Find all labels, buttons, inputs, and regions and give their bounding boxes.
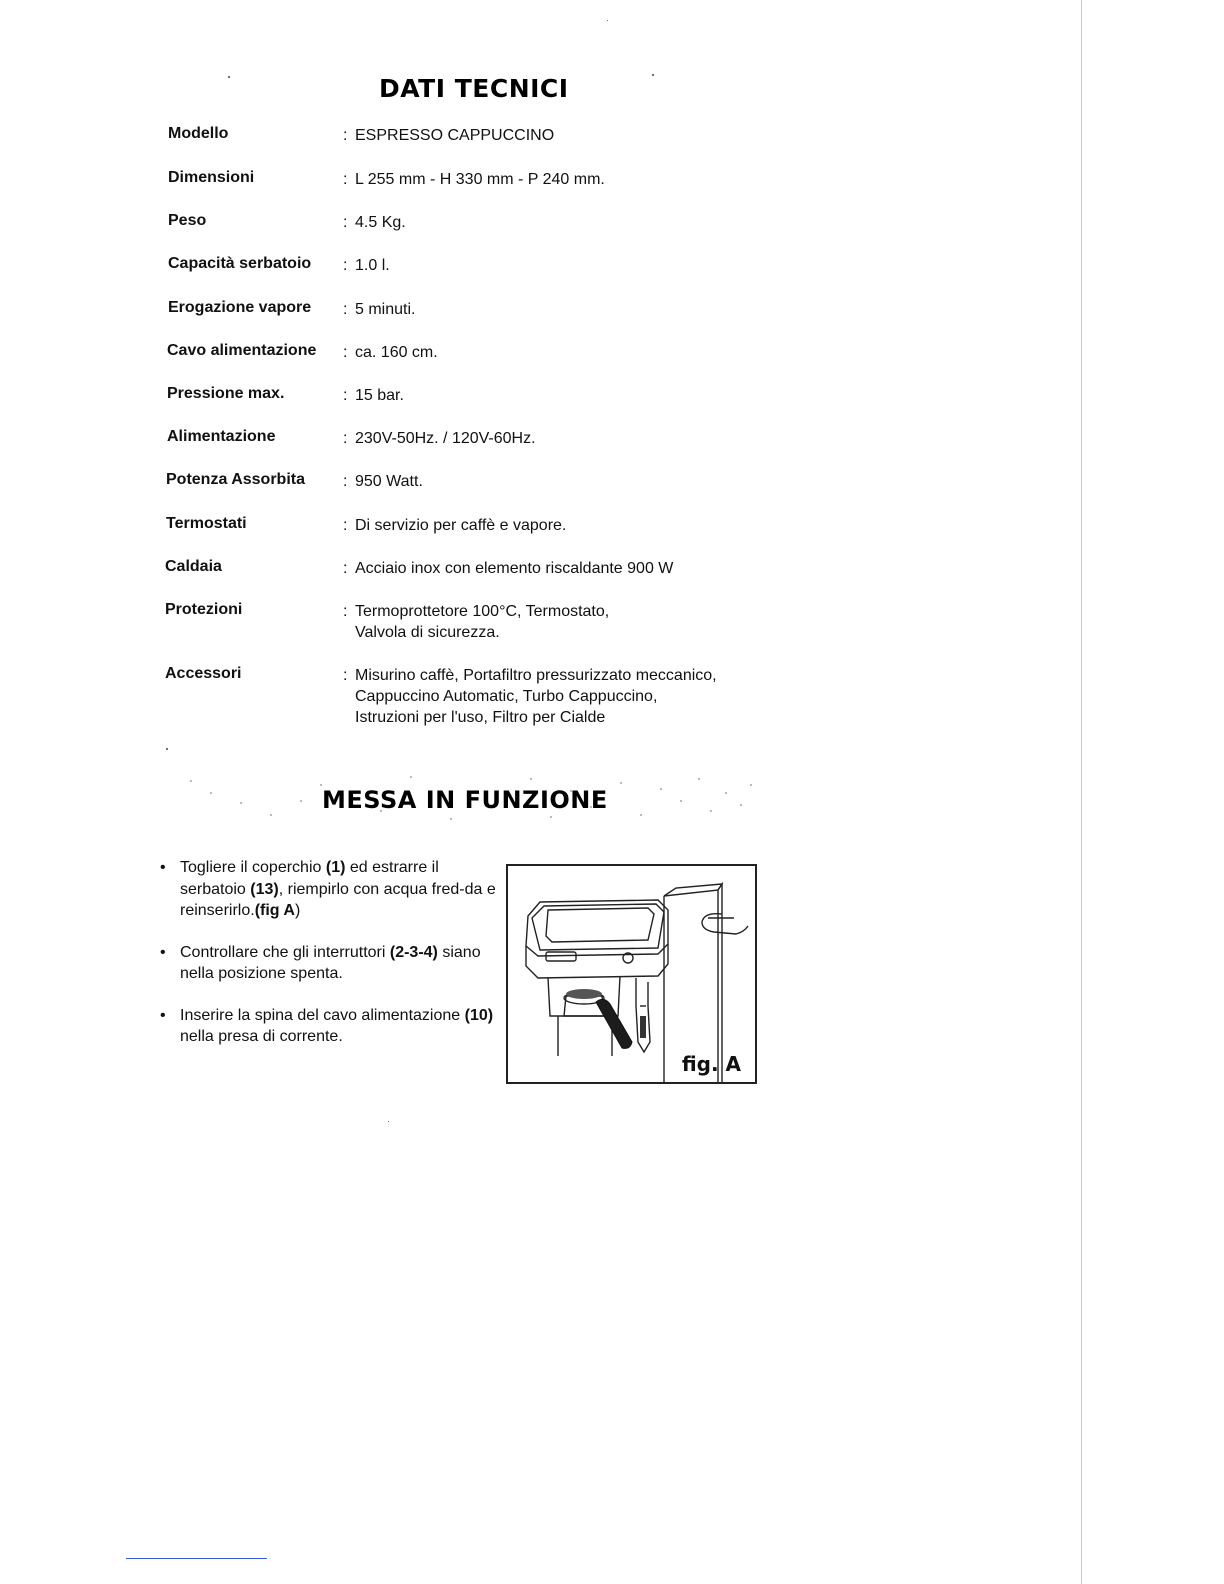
spec-value (343, 169, 605, 190)
instruction-item (160, 942, 500, 985)
spec-value-continuation: Valvola di sicurezza. (355, 624, 500, 641)
shading-dot (210, 792, 212, 794)
instruction-text: nella presa di corrente. (180, 1028, 343, 1045)
spec-value (343, 515, 566, 536)
spec-colon: : (343, 473, 348, 490)
figure-label: fig. A (681, 1052, 741, 1076)
shading-dot (620, 782, 622, 784)
footer-underline (126, 1558, 267, 1559)
spec-label: Termostati (166, 515, 247, 532)
shading-dot (725, 792, 727, 794)
spec-colon: : (343, 603, 348, 620)
spec-colon: : (343, 667, 348, 684)
instruction-text: ed estrarre il serbatoio (180, 859, 439, 898)
spec-value-continuation: Istruzioni per l'uso, Filtro per Cialde (355, 709, 606, 726)
spec-value (343, 255, 390, 276)
bullet-icon: • (160, 859, 166, 876)
spec-colon: : (343, 301, 348, 318)
spec-value (343, 299, 415, 320)
instruction-item (160, 857, 500, 922)
shading-dot (190, 780, 192, 782)
spec-label: Peso (168, 212, 207, 229)
spec-value-continuation: Cappuccino Automatic, Turbo Cappuccino, (355, 688, 658, 705)
instruction-text: Controllare che gli interruttori (180, 943, 390, 961)
instruction-ref: (13) (250, 880, 279, 898)
instruction-ref: (fig A (254, 902, 295, 919)
spec-value (343, 428, 536, 449)
spec-label: Alimentazione (167, 428, 276, 445)
spec-colon: : (343, 127, 348, 144)
spec-colon: : (343, 517, 348, 534)
instruction-ref: (1) (325, 859, 346, 876)
instruction-ref: (2-3-4) (389, 943, 438, 961)
section-title-messa-in-funzione: MESSA IN FUNZIONE (322, 786, 608, 814)
scan-speck (388, 1121, 389, 1122)
spec-colon: : (343, 257, 348, 274)
spec-value-text: 4.5 Kg. (355, 214, 406, 231)
spec-value-text: 1.0 l. (355, 257, 390, 274)
shading-dot (530, 778, 532, 780)
shading-dot (450, 818, 452, 820)
espresso-machine-illustration (508, 866, 755, 1082)
instruction-ref: (10) (464, 1006, 494, 1024)
spec-label: Caldaia (165, 558, 222, 575)
scan-speck (652, 74, 654, 76)
shading-dot (710, 810, 712, 812)
shading-dot (550, 816, 552, 818)
spec-label: Protezioni (165, 601, 243, 618)
spec-label: Erogazione vapore (168, 299, 312, 316)
spec-label: Dimensioni (168, 169, 255, 186)
spec-value-text: L 255 mm - H 330 mm - P 240 mm. (355, 171, 605, 188)
spec-value-text: Di servizio per caffè e vapore. (355, 517, 567, 534)
scan-speck (166, 748, 168, 750)
spec-value (343, 342, 438, 363)
spec-value-text: ca. 160 cm. (355, 344, 438, 361)
instruction-list (160, 857, 500, 1068)
spec-label: Accessori (165, 665, 242, 682)
figure-a (506, 864, 757, 1084)
bullet-icon: • (160, 1006, 166, 1024)
spec-colon: : (343, 560, 348, 577)
instruction-text: Inserire la spina del cavo alimentazione (180, 1006, 465, 1024)
spec-colon: : (343, 344, 348, 361)
spec-value-text: 15 bar. (355, 387, 404, 404)
shading-dot (698, 778, 700, 780)
spec-value (343, 385, 404, 406)
spec-colon: : (343, 387, 348, 404)
spec-colon: : (343, 430, 348, 447)
shading-dot (660, 788, 662, 790)
spec-value (343, 471, 423, 492)
spec-label: Cavo alimentazione (167, 342, 317, 359)
spec-value (343, 665, 717, 728)
scan-speck (607, 20, 608, 21)
spec-value (343, 212, 406, 233)
spec-colon: : (343, 171, 348, 188)
shading-dot (740, 804, 742, 806)
spec-value-text: 950 Watt. (355, 473, 423, 490)
shading-dot (270, 814, 272, 816)
spec-value (343, 601, 609, 643)
spec-label: Pressione max. (167, 385, 285, 402)
shading-dot (680, 800, 682, 802)
shading-dot (240, 802, 242, 804)
instruction-text: siano nella posizione spenta. (180, 943, 481, 982)
spec-value (343, 558, 673, 579)
shading-dot (300, 800, 302, 802)
spec-value-text: Acciaio inox con elemento riscaldante 900 W (355, 560, 674, 577)
instruction-item (160, 1005, 500, 1048)
shading-dot (750, 784, 752, 786)
spec-label: Capacità serbatoio (168, 255, 312, 272)
spec-value-text: Misurino caffè, Portafiltro pressurizzato meccanico, (355, 667, 717, 684)
spec-value-text: 5 minuti. (355, 301, 416, 318)
instruction-text: ) (294, 902, 301, 919)
instruction-text: , riempirlo con acqua fred-da e reinserirlo. (180, 880, 496, 919)
spec-colon: : (343, 214, 348, 231)
spec-value-text: ESPRESSO CAPPUCCINO (355, 127, 555, 144)
spec-label: Modello (168, 125, 229, 142)
scan-speck (228, 76, 230, 78)
spec-value-text: 230V-50Hz. / 120V-60Hz. (355, 430, 536, 447)
spec-value-text: Termoprottetore 100°C, Termostato, (355, 603, 610, 620)
section-title-dati-tecnici: DATI TECNICI (379, 74, 569, 103)
shading-dot (410, 776, 412, 778)
page-edge-rule (1081, 0, 1082, 1584)
instruction-text: Togliere il coperchio (180, 859, 326, 876)
spec-value (343, 125, 554, 146)
spec-label: Potenza Assorbita (166, 471, 305, 488)
shading-dot (640, 814, 642, 816)
bullet-icon: • (160, 943, 166, 961)
